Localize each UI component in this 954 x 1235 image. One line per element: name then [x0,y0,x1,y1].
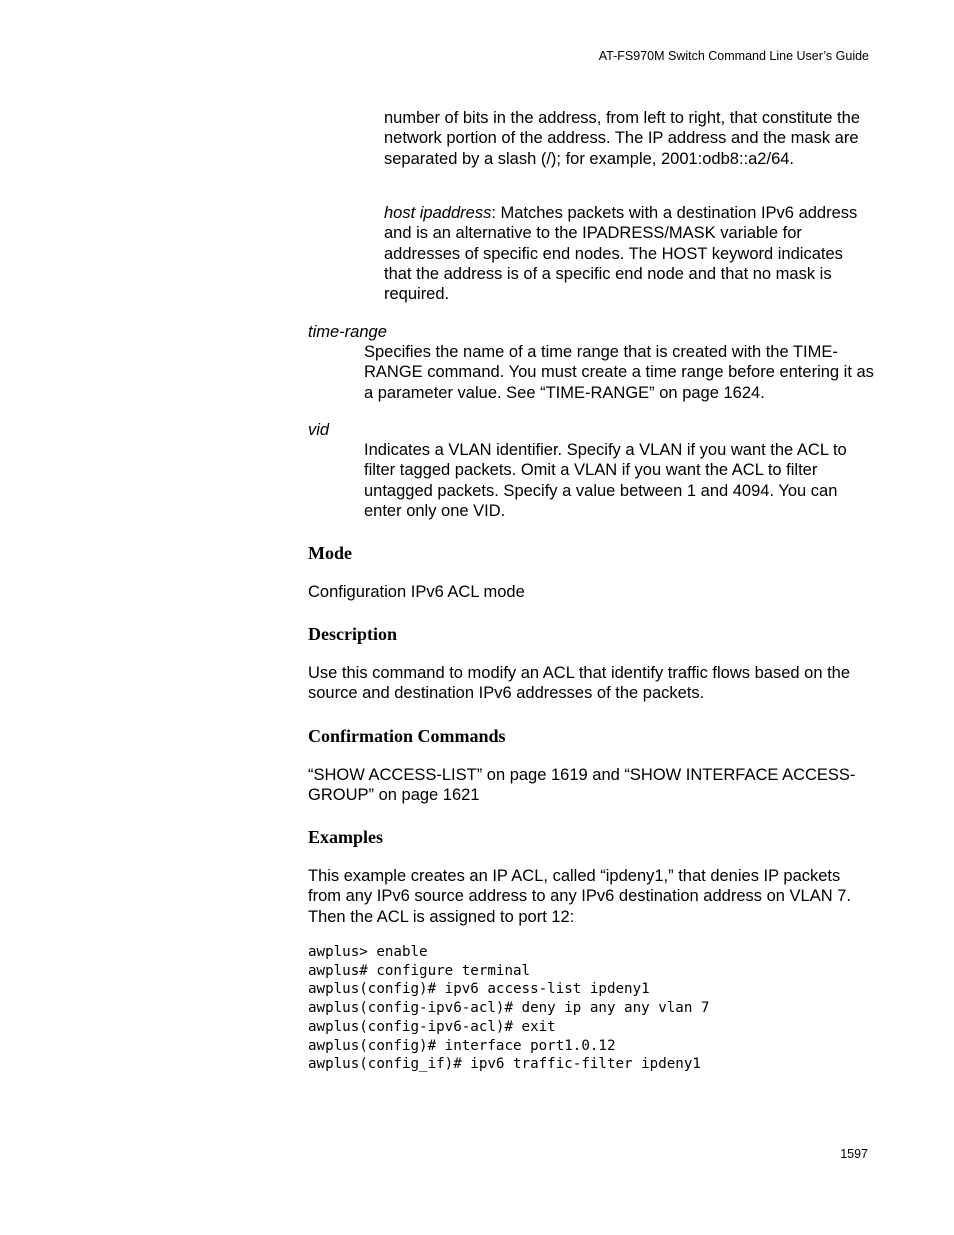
running-header: AT-FS970M Switch Command Line User’s Guide [598,49,869,63]
time-range-definition [364,342,874,403]
vid-text: Indicates a VLAN identifier. Specify a VLAN if you want the ACL to filter tagged packets. Omit a VLAN if you want the ACL to filter untagged packets. Specify a value between 1 and 4094. You can enter only one VID. [364,441,847,520]
page-number: 1597 [840,1147,868,1161]
description-body [308,663,874,704]
time-range-term [308,322,387,342]
description-text: Use this command to modify an ACL that identify traffic flows based on the source and destination IPv6 addresses of the packets. [308,664,851,703]
host-term: host ipaddress [384,204,492,222]
examples-body [308,866,874,927]
host-description [384,203,874,304]
examples-heading: Examples [308,827,384,847]
mode-heading: Mode [308,543,352,563]
vid-term-text: vid [308,421,330,439]
host-text: : Matches packets with a destination IPv6 address and is an alternative to the IPADRESS/MASK variable for addresses of specific end nodes. The HOST keyword indicates that the address is of a specific end node and that no mask is required. [384,204,858,304]
confirmation-text: “SHOW ACCESS-LIST” on page 1619 and “SHOW INTERFACE ACCESS-GROUP” on page 1621 [308,766,856,805]
confirmation-heading: Confirmation Commands [308,726,506,746]
description-heading: Description [308,624,397,644]
mode-text: Configuration IPv6 ACL mode [308,583,525,601]
vid-definition [364,440,874,521]
time-range-term-text: time-range [308,323,387,341]
mode-body [308,582,874,602]
vid-term [308,420,329,440]
mask-paragraph: number of bits in the address, from left to right, that constitute the network portion of the address. The IP address and the mask are separated by a slash (/); for example, 2001:odb8::a2/64. [384,109,860,168]
mask-description [384,108,874,169]
confirmation-body [308,765,874,806]
code-example: awplus> enable awplus# configure terminal awplus(config)# ipv6 access-list ipdeny1 awplus(config-ipv6-acl)# deny ip any any vlan 7 awplus(config-ipv6-acl)# exit awplus(config)# interface port1.0.12 awplus(config_if)# ipv6 traffic-filter ipdeny1 [308,944,710,1073]
time-range-text: Specifies the name of a time range that is created with the TIME-RANGE command. You must create a time range before entering it as a parameter value. See “TIME-RANGE” on page 1624. [364,343,874,402]
examples-text: This example creates an IP ACL, called “ipdeny1,” that denies IP packets from any IPv6 source address to any IPv6 destination address on VLAN 7. Then the ACL is assigned to port 12: [308,867,851,926]
